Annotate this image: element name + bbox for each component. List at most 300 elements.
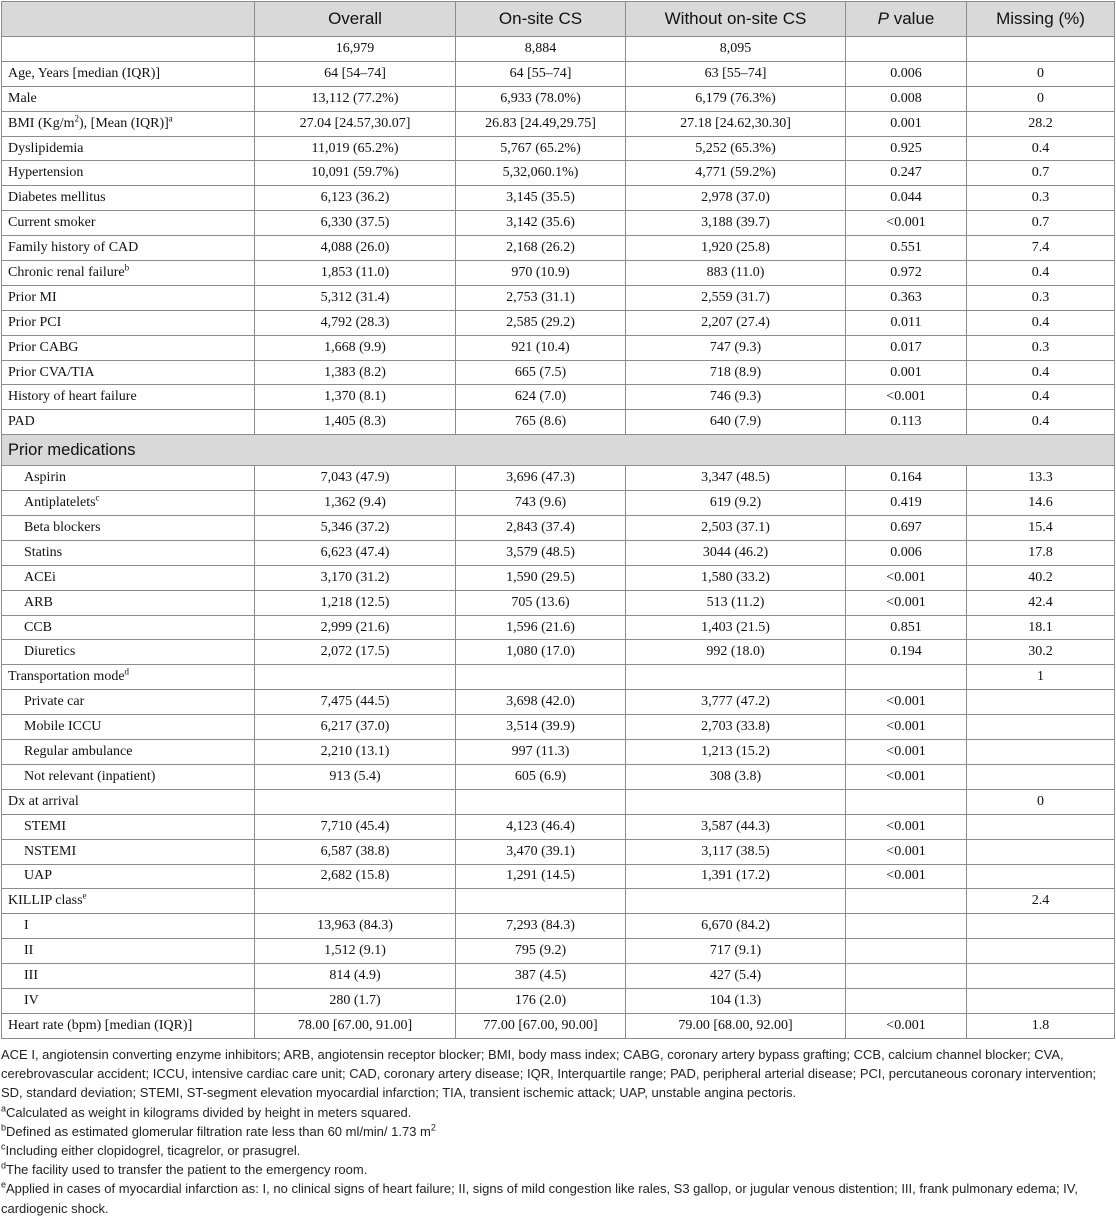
row-label: [2, 789, 255, 814]
cell-onsite: 970 (10.9): [456, 261, 626, 286]
cell-missing: 2.4: [967, 889, 1115, 914]
cell-p-value: 0.697: [846, 516, 967, 541]
row-label-text: I: [24, 918, 29, 934]
row-label-text: KILLIP class: [8, 893, 83, 909]
cell-p-value: <0.001: [846, 839, 967, 864]
header-variable: [2, 2, 255, 37]
row-label-text: STEMI: [24, 818, 66, 834]
row-label: [2, 335, 255, 360]
row-label: [2, 640, 255, 665]
cell-onsite: 4,123 (46.4): [456, 814, 626, 839]
row-label: [2, 111, 255, 136]
cell-onsite: 624 (7.0): [456, 385, 626, 410]
cell-missing: [967, 740, 1115, 765]
section-row: [2, 435, 1115, 466]
cell-without: 2,703 (33.8): [626, 715, 846, 740]
row-label-text: Chronic renal failure: [8, 264, 125, 280]
cell-onsite: 1,080 (17.0): [456, 640, 626, 665]
cell-onsite: 3,145 (35.5): [456, 186, 626, 211]
cell-onsite: 77.00 [67.00, 90.00]: [456, 1013, 626, 1038]
cell-without: 79.00 [68.00, 92.00]: [626, 1013, 846, 1038]
cell-missing: 0.3: [967, 285, 1115, 310]
cell-overall: 1,668 (9.9): [255, 335, 456, 360]
cell-missing: 0.4: [967, 385, 1115, 410]
table-row: [2, 764, 1115, 789]
cell-overall: 1,853 (11.0): [255, 261, 456, 286]
row-label: [2, 211, 255, 236]
cell-onsite: 795 (9.2): [456, 939, 626, 964]
row-label: [2, 864, 255, 889]
row-label: [2, 136, 255, 161]
table-row: [2, 136, 1115, 161]
footnote-d-mark: d: [1, 1160, 7, 1171]
cell-p-value: [846, 964, 967, 989]
cell-onsite: 3,696 (47.3): [456, 466, 626, 491]
cell-missing: [967, 964, 1115, 989]
row-label-text: BMI (Kg/m: [8, 115, 75, 131]
header-onsite-cs: On-site CS: [456, 2, 626, 37]
cell-p-value: 0.017: [846, 335, 967, 360]
cell-without: 4,771 (59.2%): [626, 161, 846, 186]
cell-missing: 0: [967, 86, 1115, 111]
cell-overall: 13,963 (84.3): [255, 914, 456, 939]
table-row: [2, 615, 1115, 640]
cell-overall: 2,210 (13.1): [255, 740, 456, 765]
footnote-d-text: The facility used to transfer the patient to the emergency room.: [6, 1162, 368, 1178]
cell-missing: 0: [967, 789, 1115, 814]
table-row: [2, 310, 1115, 335]
row-label: [2, 590, 255, 615]
row-label: [2, 615, 255, 640]
cell-without: 3,188 (39.7): [626, 211, 846, 236]
cell-overall: 7,710 (45.4): [255, 814, 456, 839]
cell-without: 2,978 (37.0): [626, 186, 846, 211]
cell-missing: 15.4: [967, 516, 1115, 541]
count-missing: [967, 37, 1115, 62]
row-label-text: Dx at arrival: [8, 793, 79, 809]
cell-overall: 280 (1.7): [255, 988, 456, 1013]
table-row: [2, 914, 1115, 939]
footnote-a: [1, 1103, 1114, 1122]
footnote-c-mark: c: [1, 1141, 6, 1152]
footnote-a-text: Calculated as weight in kilograms divided by height in meters squared.: [6, 1104, 412, 1120]
cell-missing: 18.1: [967, 615, 1115, 640]
row-label: [2, 740, 255, 765]
cell-onsite: 705 (13.6): [456, 590, 626, 615]
row-label-text: Diuretics: [24, 644, 76, 660]
cell-missing: [967, 814, 1115, 839]
table-row: [2, 665, 1115, 690]
row-label-rest: ), [Mean (IQR)]: [79, 115, 169, 131]
cell-missing: 0.4: [967, 136, 1115, 161]
cell-overall: 1,512 (9.1): [255, 939, 456, 964]
table-row: [2, 590, 1115, 615]
cell-onsite: 997 (11.3): [456, 740, 626, 765]
cell-missing: [967, 864, 1115, 889]
cell-p-value: 0.001: [846, 360, 967, 385]
cell-missing: 0.4: [967, 410, 1115, 435]
cell-overall: 5,346 (37.2): [255, 516, 456, 541]
cell-onsite: 3,142 (35.6): [456, 211, 626, 236]
cell-onsite: 921 (10.4): [456, 335, 626, 360]
cell-missing: [967, 690, 1115, 715]
cell-without: 6,670 (84.2): [626, 914, 846, 939]
cell-p-value: <0.001: [846, 211, 967, 236]
cell-p-value: [846, 889, 967, 914]
cell-onsite: 665 (7.5): [456, 360, 626, 385]
cell-overall: 6,330 (37.5): [255, 211, 456, 236]
cell-p-value: <0.001: [846, 590, 967, 615]
cell-without: [626, 665, 846, 690]
cell-overall: 1,370 (8.1): [255, 385, 456, 410]
cell-p-value: <0.001: [846, 1013, 967, 1038]
cell-onsite: 743 (9.6): [456, 491, 626, 516]
row-label-text: Aspirin: [24, 470, 66, 486]
footnote-c: [1, 1141, 1114, 1160]
table-row: [2, 640, 1115, 665]
cell-missing: 42.4: [967, 590, 1115, 615]
row-label: [2, 186, 255, 211]
row-label: [2, 764, 255, 789]
footnote-d: [1, 1160, 1114, 1179]
table-row: [2, 385, 1115, 410]
cell-missing: 30.2: [967, 640, 1115, 665]
row-label-text: Hypertension: [8, 165, 84, 181]
cell-overall: 1,383 (8.2): [255, 360, 456, 385]
count-onsite: 8,884: [456, 37, 626, 62]
cell-overall: 11,019 (65.2%): [255, 136, 456, 161]
row-label-text: Transportation mode: [8, 669, 125, 685]
cell-p-value: 0.001: [846, 111, 967, 136]
row-label: [2, 964, 255, 989]
row-footnote-mark: e: [82, 890, 87, 901]
table-row: [2, 740, 1115, 765]
table-row: [2, 211, 1115, 236]
row-label-text: II: [24, 943, 34, 959]
row-label: [2, 310, 255, 335]
footnote-c-text: Including either clopidogrel, ticagrelor, or prasugrel.: [5, 1143, 301, 1159]
cell-without: 640 (7.9): [626, 410, 846, 435]
table-row: [2, 839, 1115, 864]
table-row: [2, 565, 1115, 590]
cell-onsite: 6,933 (78.0%): [456, 86, 626, 111]
row-label: [2, 86, 255, 111]
cell-overall: 6,217 (37.0): [255, 715, 456, 740]
row-label-text: Private car: [24, 694, 85, 710]
cell-p-value: 0.363: [846, 285, 967, 310]
cell-missing: [967, 988, 1115, 1013]
row-label: [2, 1013, 255, 1038]
cell-onsite: 765 (8.6): [456, 410, 626, 435]
cell-overall: 10,091 (59.7%): [255, 161, 456, 186]
row-label-text: Prior MI: [8, 289, 57, 305]
cell-without: 308 (3.8): [626, 764, 846, 789]
cell-without: 718 (8.9): [626, 360, 846, 385]
cell-without: 1,213 (15.2): [626, 740, 846, 765]
footnote-b-text: Defined as estimated glomerular filtration rate less than 60 ml/min/ 1.73 m: [6, 1123, 431, 1139]
cell-overall: 7,043 (47.9): [255, 466, 456, 491]
cell-p-value: 0.551: [846, 236, 967, 261]
count-label: [2, 37, 255, 62]
cell-overall: 2,999 (21.6): [255, 615, 456, 640]
cell-overall: 4,088 (26.0): [255, 236, 456, 261]
cell-missing: 28.2: [967, 111, 1115, 136]
row-label: [2, 540, 255, 565]
row-label-text: PAD: [8, 414, 35, 430]
footnote-a-mark: a: [1, 1103, 7, 1114]
cell-p-value: <0.001: [846, 764, 967, 789]
cell-without: 104 (1.3): [626, 988, 846, 1013]
cell-without: 5,252 (65.3%): [626, 136, 846, 161]
count-row: [2, 37, 1115, 62]
row-label-text: Mobile ICCU: [24, 719, 102, 735]
table-row: [2, 988, 1115, 1013]
row-label-exponent: 2: [74, 112, 79, 123]
row-label: [2, 939, 255, 964]
cell-overall: 6,123 (36.2): [255, 186, 456, 211]
footnote-b-sup: 2: [430, 1122, 436, 1133]
cell-p-value: 0.972: [846, 261, 967, 286]
cell-p-value: <0.001: [846, 565, 967, 590]
cell-without: 6,179 (76.3%): [626, 86, 846, 111]
row-label: [2, 665, 255, 690]
cell-overall: 2,072 (17.5): [255, 640, 456, 665]
row-label-text: Prior PCI: [8, 314, 62, 330]
cell-p-value: 0.011: [846, 310, 967, 335]
row-label-text: Age, Years [median (IQR)]: [8, 65, 161, 81]
cell-missing: 0.4: [967, 360, 1115, 385]
header-without-onsite-cs: Without on-site CS: [626, 2, 846, 37]
row-label: [2, 161, 255, 186]
cell-overall: 1,218 (12.5): [255, 590, 456, 615]
cell-missing: [967, 914, 1115, 939]
row-label: [2, 914, 255, 939]
row-label-text: Statins: [24, 544, 63, 560]
cell-onsite: 2,843 (37.4): [456, 516, 626, 541]
cell-overall: 913 (5.4): [255, 764, 456, 789]
table-row: [2, 261, 1115, 286]
table-row: [2, 236, 1115, 261]
table-row: [2, 466, 1115, 491]
cell-without: 1,403 (21.5): [626, 615, 846, 640]
header-row: [2, 2, 1115, 37]
row-label: [2, 261, 255, 286]
cell-without: 1,391 (17.2): [626, 864, 846, 889]
row-label: [2, 410, 255, 435]
cell-without: [626, 789, 846, 814]
table-row: [2, 111, 1115, 136]
header-p-letter: P: [877, 9, 889, 28]
row-label-text: CCB: [24, 619, 53, 635]
cell-overall: 814 (4.9): [255, 964, 456, 989]
cell-onsite: 5,32,060.1%): [456, 161, 626, 186]
cell-p-value: <0.001: [846, 715, 967, 740]
cell-onsite: [456, 889, 626, 914]
cell-p-value: [846, 665, 967, 690]
table-row: [2, 864, 1115, 889]
cell-p-value: 0.008: [846, 86, 967, 111]
cell-onsite: 7,293 (84.3): [456, 914, 626, 939]
row-label-text: Current smoker: [8, 215, 96, 231]
table-row: [2, 690, 1115, 715]
cell-without: 883 (11.0): [626, 261, 846, 286]
table-footnotes: [1, 1045, 1114, 1218]
row-label: [2, 61, 255, 86]
cell-onsite: [456, 789, 626, 814]
row-label-text: Diabetes mellitus: [8, 190, 106, 206]
cell-without: 1,580 (33.2): [626, 565, 846, 590]
cell-overall: 4,792 (28.3): [255, 310, 456, 335]
cell-overall: 64 [54–74]: [255, 61, 456, 86]
row-label: [2, 285, 255, 310]
section-title: Prior medications: [2, 435, 1115, 466]
cell-onsite: 2,753 (31.1): [456, 285, 626, 310]
cell-p-value: 0.419: [846, 491, 967, 516]
cell-p-value: <0.001: [846, 814, 967, 839]
table-row: [2, 814, 1115, 839]
row-label-text: NSTEMI: [24, 843, 77, 859]
row-label-text: Beta blockers: [24, 519, 101, 535]
row-label-text: III: [24, 968, 38, 983]
row-label-text: IV: [24, 992, 39, 1008]
cell-missing: [967, 715, 1115, 740]
table-row: [2, 410, 1115, 435]
cell-without: 3,117 (38.5): [626, 839, 846, 864]
row-label-text: Family history of CAD: [8, 240, 139, 256]
cell-missing: 1: [967, 665, 1115, 690]
cell-without: 63 [55–74]: [626, 61, 846, 86]
cell-overall: [255, 789, 456, 814]
table-row: [2, 491, 1115, 516]
cell-missing: 0.7: [967, 161, 1115, 186]
table-row: [2, 161, 1115, 186]
cell-p-value: 0.194: [846, 640, 967, 665]
table-row: [2, 285, 1115, 310]
row-label-text: Prior CVA/TIA: [8, 364, 95, 380]
cell-missing: 17.8: [967, 540, 1115, 565]
header-missing: Missing (%): [967, 2, 1115, 37]
row-label: [2, 385, 255, 410]
cell-overall: 13,112 (77.2%): [255, 86, 456, 111]
cell-p-value: [846, 789, 967, 814]
count-overall: 16,979: [255, 37, 456, 62]
row-label-text: Not relevant (inpatient): [24, 768, 156, 784]
table-row: [2, 360, 1115, 385]
cell-overall: 27.04 [24.57,30.07]: [255, 111, 456, 136]
cell-missing: 1.8: [967, 1013, 1115, 1038]
cell-onsite: 3,579 (48.5): [456, 540, 626, 565]
cell-without: 619 (9.2): [626, 491, 846, 516]
table-row: [2, 186, 1115, 211]
cell-missing: 0.4: [967, 261, 1115, 286]
row-footnote-mark: d: [124, 666, 130, 677]
header-p-rest: value: [888, 9, 935, 28]
row-label: [2, 988, 255, 1013]
cell-p-value: 0.247: [846, 161, 967, 186]
cell-missing: [967, 939, 1115, 964]
cell-missing: 0.7: [967, 211, 1115, 236]
header-overall: Overall: [255, 2, 456, 37]
cell-missing: 0: [967, 61, 1115, 86]
cell-without: 2,207 (27.4): [626, 310, 846, 335]
cell-without: 513 (11.2): [626, 590, 846, 615]
cell-overall: 1,405 (8.3): [255, 410, 456, 435]
cell-p-value: [846, 914, 967, 939]
cell-overall: 78.00 [67.00, 91.00]: [255, 1013, 456, 1038]
table-row: [2, 1013, 1115, 1038]
cell-onsite: 3,514 (39.9): [456, 715, 626, 740]
cell-p-value: 0.006: [846, 61, 967, 86]
cell-onsite: 1,291 (14.5): [456, 864, 626, 889]
cell-without: 3,587 (44.3): [626, 814, 846, 839]
row-footnote-mark: b: [124, 262, 130, 273]
row-footnote-mark: c: [95, 492, 100, 503]
row-label-text: Antiplatelets: [24, 495, 96, 511]
row-footnote-mark: a: [168, 112, 173, 123]
cell-overall: 6,587 (38.8): [255, 839, 456, 864]
table-row: [2, 889, 1115, 914]
count-without: 8,095: [626, 37, 846, 62]
row-label-text: Male: [8, 90, 37, 106]
row-label: [2, 690, 255, 715]
cell-p-value: [846, 988, 967, 1013]
cell-p-value: 0.006: [846, 540, 967, 565]
row-label-text: Prior CABG: [8, 339, 79, 355]
row-label: [2, 814, 255, 839]
table-row: [2, 61, 1115, 86]
table-row: [2, 540, 1115, 565]
cell-without: 27.18 [24.62,30.30]: [626, 111, 846, 136]
row-label: [2, 466, 255, 491]
footnote-e: [1, 1179, 1114, 1217]
row-label: [2, 715, 255, 740]
table-row: [2, 86, 1115, 111]
cell-onsite: 605 (6.9): [456, 764, 626, 789]
cell-overall: 6,623 (47.4): [255, 540, 456, 565]
cell-p-value: 0.851: [846, 615, 967, 640]
row-label: [2, 236, 255, 261]
table-row: [2, 335, 1115, 360]
footnote-b-mark: b: [1, 1122, 7, 1133]
cell-overall: 2,682 (15.8): [255, 864, 456, 889]
cell-overall: 3,170 (31.2): [255, 565, 456, 590]
cell-without: 3,777 (47.2): [626, 690, 846, 715]
cell-missing: 40.2: [967, 565, 1115, 590]
cell-p-value: 0.044: [846, 186, 967, 211]
cell-onsite: 5,767 (65.2%): [456, 136, 626, 161]
cell-p-value: <0.001: [846, 385, 967, 410]
row-label: [2, 516, 255, 541]
cell-without: 1,920 (25.8): [626, 236, 846, 261]
cell-overall: [255, 889, 456, 914]
cell-onsite: 2,168 (26.2): [456, 236, 626, 261]
row-label-text: Heart rate (bpm) [median (IQR)]: [8, 1017, 193, 1033]
cell-overall: 1,362 (9.4): [255, 491, 456, 516]
cell-missing: 13.3: [967, 466, 1115, 491]
footnote-abbreviations: ACE I, angiotensin converting enzyme inhibitors; ARB, angiotensin receptor blocker; BMI, body mass index; CABG, coronary artery bypass grafting; CCB, calcium channel blocker; CVA, cerebrovascular accident; ICCU, intensive cardiac care unit; CAD, coronary artery disease; IQR, Interquartile range; PAD, peripheral arterial disease; PCI, percutaneous coronary intervention; SD, standard deviation; STEMI, ST-segment elevation myocardial infarction; TIA, transient ischemic attack; UAP, unstable angina pectoris.: [1, 1047, 1097, 1101]
row-label-text: UAP: [24, 868, 53, 884]
baseline-characteristics-table: [1, 1, 1115, 1039]
cell-onsite: 387 (4.5): [456, 964, 626, 989]
cell-without: 747 (9.3): [626, 335, 846, 360]
cell-without: 427 (5.4): [626, 964, 846, 989]
cell-overall: 7,475 (44.5): [255, 690, 456, 715]
cell-onsite: 176 (2.0): [456, 988, 626, 1013]
table-row: [2, 715, 1115, 740]
cell-onsite: [456, 665, 626, 690]
row-label-text: History of heart failure: [8, 389, 137, 405]
cell-onsite: 26.83 [24.49,29.75]: [456, 111, 626, 136]
